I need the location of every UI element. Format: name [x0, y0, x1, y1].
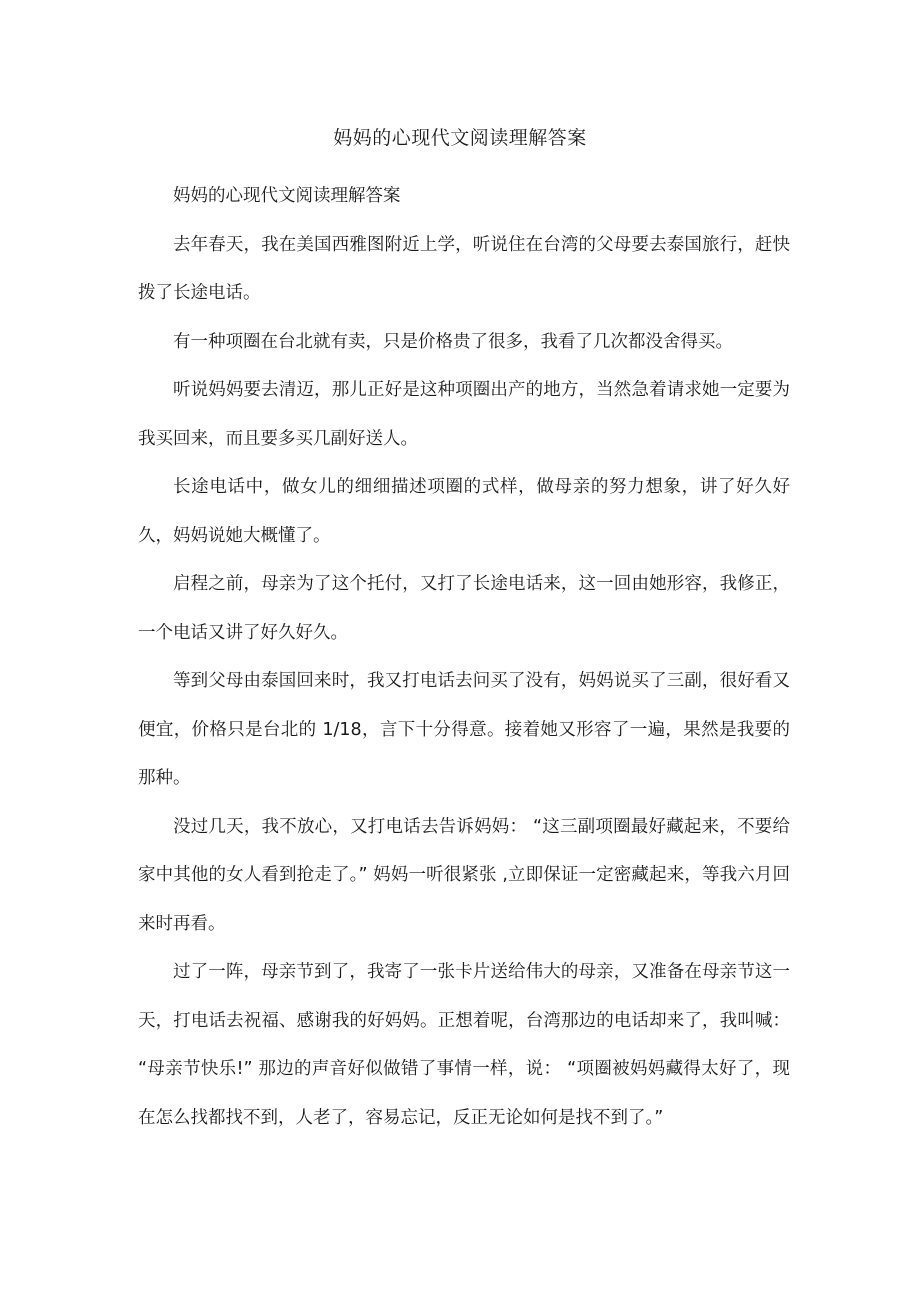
paragraph-4: 长途电话中，做女儿的细细描述项圈的式样，做母亲的努力想象，讲了好久好久，妈妈说她大概懂了。	[138, 477, 790, 546]
paragraph-1: 去年春天，我在美国西雅图附近上学，听说住在台湾的父母要去泰国旅行，赶快拨了长途电话。	[138, 234, 790, 303]
paragraph-6: 等到父母由泰国回来时，我又打电话去问买了没有，妈妈说买了三副，很好看又便宜，价格只是台北的 1/18，言下十分得意。接着她又形容了一遍，果然是我要的那种。	[138, 671, 790, 788]
paragraph-8: 过了一阵，母亲节到了，我寄了一张卡片送给伟大的母亲，又准备在母亲节这一天，打电话去祝福、感谢我的好妈妈。正想着呢，台湾那边的电话却来了，我叫喊： “母亲节快乐!” 那边的声音好似做错了事情一样，说： “项圈被妈妈藏得太好了，现在怎么找都找不到，人老了，容易忘记，反正无论如何是找不到了。”	[138, 962, 790, 1128]
document-title: 妈妈的心现代文阅读理解答案	[333, 127, 587, 149]
paragraph-5: 启程之前，母亲为了这个托付，又打了长途电话来，这一回由她形容，我修正，一个电话又讲了好久好久。	[138, 574, 790, 643]
paragraph-3: 听说妈妈要去清迈，那儿正好是这种项圈出产的地方，当然急着请求她一定要为我买回来，而且要多买几副好送人。	[138, 380, 790, 449]
document-body	[138, 172, 790, 1142]
paragraph-7: 没过几天，我不放心，又打电话去告诉妈妈： “这三副项圈最好藏起来，不要给家中其他的女人看到抢走了。” 妈妈一听很紧张 ,立即保证一定密藏起来，等我六月回来时再看。	[138, 816, 790, 934]
paragraph-2: 有一种项圈在台北就有卖，只是价格贵了很多，我看了几次都没舍得买。	[173, 331, 733, 352]
paragraph-subtitle: 妈妈的心现代文阅读理解答案	[173, 186, 401, 206]
